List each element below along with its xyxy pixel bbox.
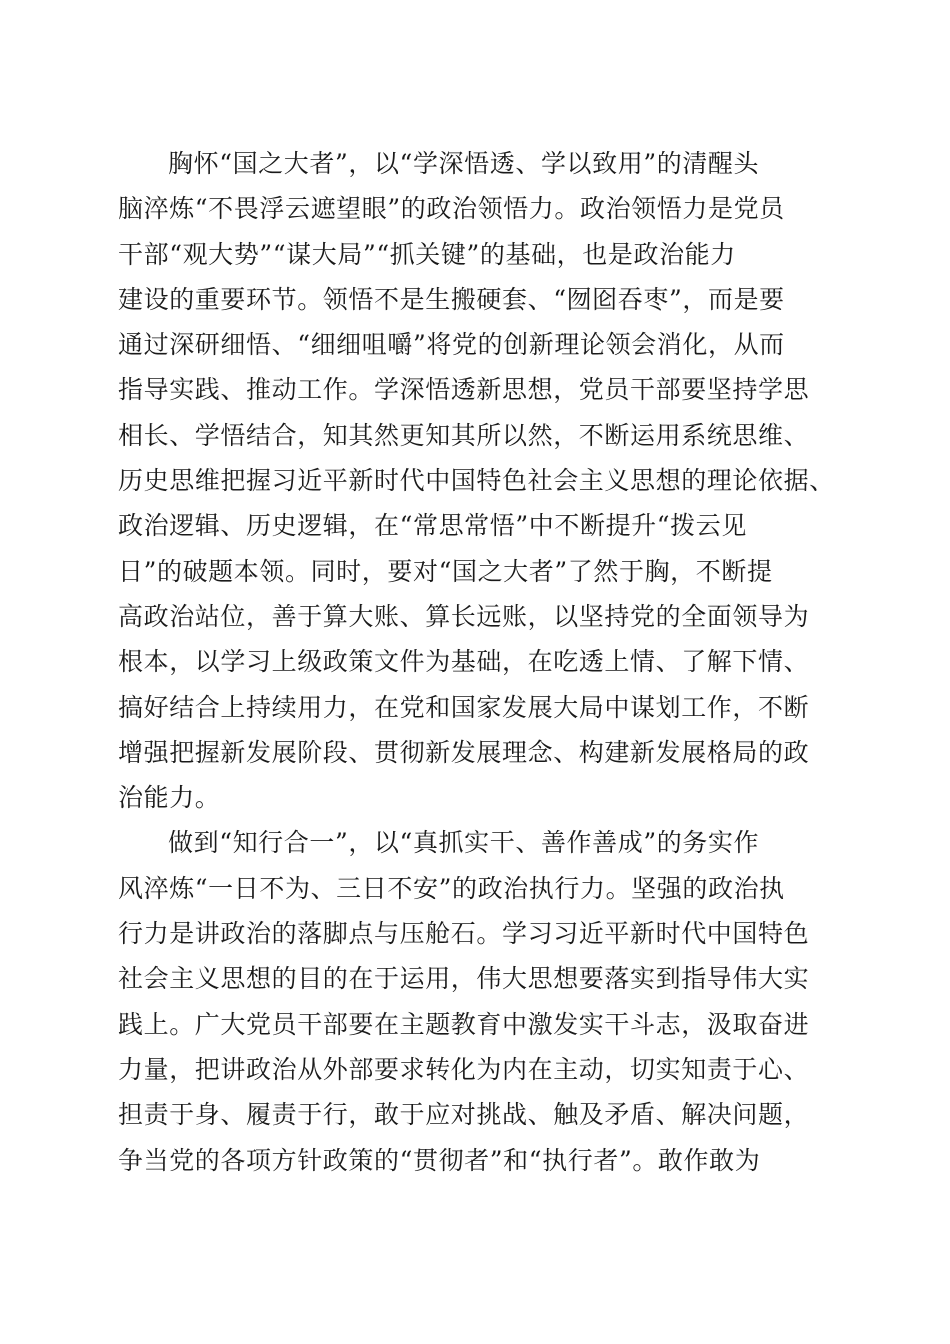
- text-line: 争当党的各项方针政策的“贯彻者”和“执行者”。敢作敢为: [118, 1145, 761, 1175]
- text-line: 搞好结合上持续用力，在党和国家发展大局中谋划工作，不断: [118, 692, 810, 722]
- text-line: 治能力。: [118, 783, 221, 813]
- text-line: 建设的重要环节。领悟不是生搬硬套、“囫囵吞枣”，而是要: [118, 284, 785, 314]
- paragraph-political-execution: [118, 820, 838, 1182]
- text-line: 政治逻辑、历史逻辑，在“常思常悟”中不断提升“拨云见: [118, 511, 747, 541]
- text-line: 干部“观大势”“谋大局”“抓关键”的基础，也是政治能力: [118, 239, 736, 269]
- text-line: 日”的破题本领。同时，要对“国之大者”了然于胸，不断提: [118, 556, 773, 586]
- text-line: 脑淬炼“不畏浮云遮望眼”的政治领悟力。政治领悟力是党员: [118, 194, 785, 224]
- paragraph-political-comprehension: [118, 141, 838, 820]
- text-line: 胸怀“国之大者”，以“学深悟透、学以致用”的清醒头: [168, 149, 760, 178]
- text-line: 增强把握新发展阶段、贯彻新发展理念、构建新发展格局的政: [118, 737, 810, 767]
- text-line: 行力是讲政治的落脚点与压舱石。学习习近平新时代中国特色: [118, 919, 810, 949]
- text-line: 历史思维把握习近平新时代中国特色社会主义思想的理论依据、: [118, 466, 835, 496]
- text-line: 指导实践、推动工作。学深悟透新思想，党员干部要坚持学思: [118, 375, 810, 405]
- text-line: 通过深研细悟、“细细咀嚼”将党的创新理论领会消化，从而: [118, 330, 785, 360]
- text-line: 力量，把讲政治从外部要求转化为内在主动，切实知责于心、: [118, 1054, 810, 1084]
- text-line: 风淬炼“一日不为、三日不安”的政治执行力。坚强的政治执: [118, 873, 785, 903]
- text-line: 践上。广大党员干部要在主题教育中激发实干斗志，汲取奋进: [118, 1009, 810, 1039]
- text-line: 相长、学悟结合，知其然更知其所以然，不断运用系统思维、: [118, 420, 810, 450]
- text-line: 做到“知行合一”，以“真抓实干、善作善成”的务实作: [168, 828, 760, 858]
- body-text: [118, 141, 838, 1183]
- text-line: 社会主义思想的目的在于运用，伟大思想要落实到指导伟大实: [118, 964, 810, 994]
- text-line: 担责于身、履责于行，敢于应对挑战、触及矛盾、解决问题，: [118, 1100, 810, 1130]
- text-line: 根本，以学习上级政策文件为基础，在吃透上情、了解下情、: [118, 647, 810, 677]
- text-line: 高政治站位，善于算大账、算长远账，以坚持党的全面领导为: [118, 601, 810, 631]
